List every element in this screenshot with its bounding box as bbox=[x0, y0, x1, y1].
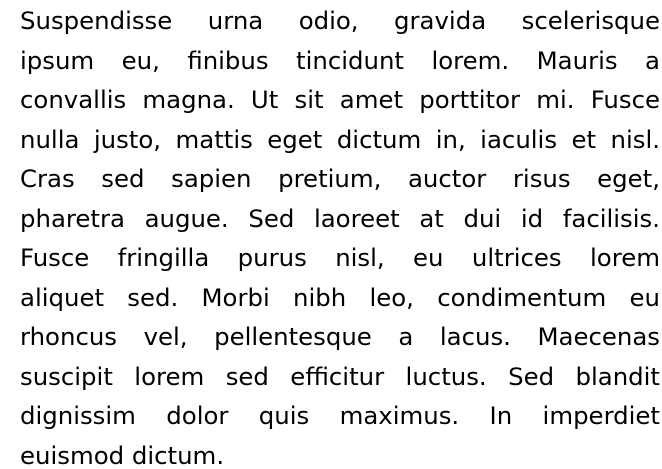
paragraph-line: euismod dictum. bbox=[20, 440, 225, 469]
paragraph-line: suscipit lorem sed efficitur luctus. Sed blandit bbox=[20, 361, 660, 391]
paragraph-line: pharetra augue. Sed laoreet at dui id facilisis. bbox=[20, 203, 660, 233]
paragraph-line: convallis magna. Ut sit amet porttitor mi. Fusce bbox=[20, 85, 660, 114]
paragraph-line: nulla justo, mattis eget dictum in, iaculis et nisl. bbox=[20, 124, 660, 154]
paragraph-line: aliquet sed. Morbi nibh leo, condimentum eu bbox=[20, 282, 660, 312]
paragraph-line: ipsum eu, finibus tincidunt lorem. Mauris a bbox=[20, 45, 660, 75]
paragraph-line: Fusce fringilla purus nisl, eu ultrices lorem bbox=[20, 243, 660, 272]
paragraph-line: Suspendisse urna odio, gravida scelerisque bbox=[20, 6, 660, 35]
paragraph-line: rhoncus vel, pellentesque a lacus. Maecenas bbox=[20, 322, 660, 351]
paragraph-line: dignissim dolor quis maximus. In imperdiet bbox=[20, 401, 660, 430]
paragraph-line: Cras sed sapien pretium, auctor risus eget, bbox=[20, 164, 660, 193]
paragraph bbox=[20, 1, 660, 469]
